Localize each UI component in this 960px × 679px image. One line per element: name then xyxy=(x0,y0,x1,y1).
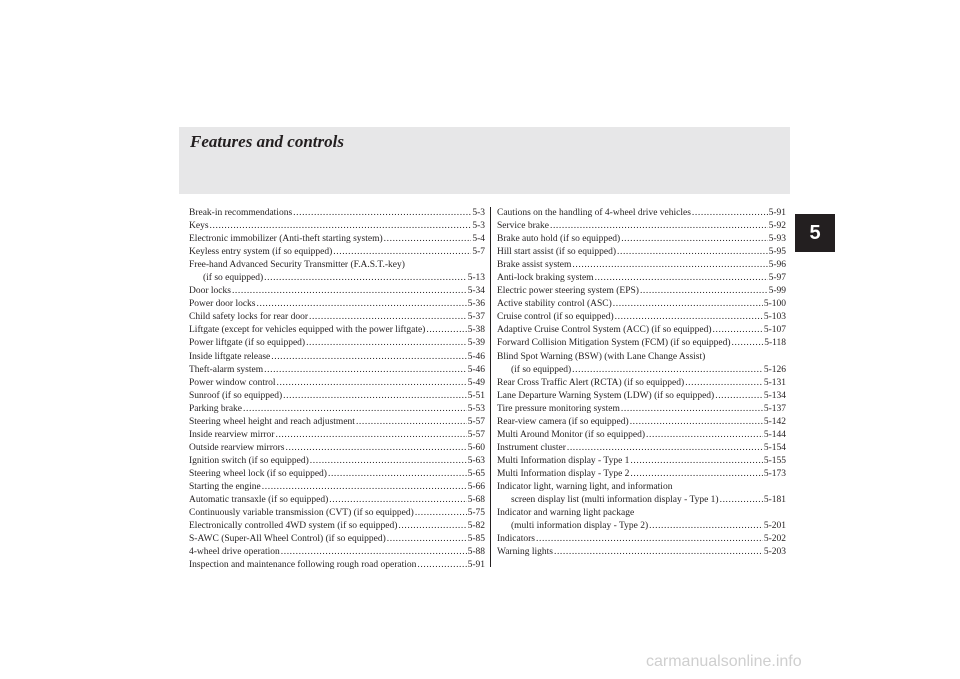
toc-entry-title: Liftgate (except for vehicles equipped with the power liftgate) xyxy=(189,325,426,336)
toc-entry-title: Cruise control (if so equipped) xyxy=(497,312,614,323)
toc-entry[interactable] xyxy=(497,390,786,403)
toc-entry-title: Multi Information display - Type 1 xyxy=(497,455,630,466)
toc-entry-title: Rear-view camera (if so equipped) xyxy=(497,416,629,427)
toc-entry-title: Cautions on the handling of 4-wheel drive vehicles xyxy=(497,208,691,218)
toc-entry-title: Electric power steering system (EPS) xyxy=(497,286,639,297)
dot-leader xyxy=(554,546,763,559)
dot-leader xyxy=(384,233,472,246)
dot-leader xyxy=(281,546,467,559)
toc-entry-continuation: (if so equipped) xyxy=(511,364,572,375)
toc-entry-title: Instrument cluster xyxy=(497,442,566,453)
toc-entry-title: Electronically controlled 4WD system (if so equipped) xyxy=(189,521,398,532)
toc-entry[interactable] xyxy=(189,403,485,416)
toc-page-number: 5-36 xyxy=(467,299,485,310)
toc-page-number: 5-82 xyxy=(467,521,485,532)
toc-entry-title: Inspection and maintenance following rough road operation xyxy=(189,560,417,571)
dot-leader xyxy=(286,442,467,455)
dot-leader xyxy=(356,416,467,429)
column-divider xyxy=(490,207,491,567)
toc-page-number: 5-134 xyxy=(763,390,786,401)
toc-page-number: 5-181 xyxy=(763,495,786,506)
dot-leader xyxy=(262,481,467,494)
toc-entry[interactable] xyxy=(497,246,786,259)
toc-page-number: 5-60 xyxy=(467,442,485,453)
toc-entry[interactable] xyxy=(497,494,786,507)
toc-entry-continuation: (multi information display - Type 2) xyxy=(511,521,649,532)
toc-page-number: 5-100 xyxy=(763,299,786,310)
dot-leader xyxy=(310,455,467,468)
dot-leader xyxy=(277,377,467,390)
toc-entry[interactable] xyxy=(189,416,485,429)
toc-entry[interactable] xyxy=(497,520,786,533)
toc-entry[interactable] xyxy=(189,351,485,364)
toc-entry[interactable] xyxy=(497,403,786,416)
toc-entry-title: Steering wheel height and reach adjustment xyxy=(189,416,355,427)
dot-leader xyxy=(329,494,466,507)
toc-entry[interactable] xyxy=(497,259,786,272)
toc-page-number: 5-92 xyxy=(768,221,786,232)
toc-entry-title: Parking brake xyxy=(189,403,243,414)
toc-page-number: 5-38 xyxy=(467,325,485,336)
toc-entry-title[interactable]: Indicator and warning light package xyxy=(497,508,635,519)
toc-page-number: 5-203 xyxy=(763,547,786,558)
toc-page-number: 5-46 xyxy=(467,351,485,362)
toc-page-number: 5-63 xyxy=(467,455,485,466)
dot-leader xyxy=(426,324,466,337)
toc-page-number: 5-93 xyxy=(768,234,786,245)
watermark: carmanualsonline.info xyxy=(646,653,802,670)
toc-entry-title: Outside rearview mirrors xyxy=(189,442,285,453)
dot-leader xyxy=(550,220,768,233)
toc-page-number: 5-155 xyxy=(763,455,786,466)
dot-leader xyxy=(640,285,768,298)
toc-entry[interactable] xyxy=(189,311,485,324)
toc-entry-title: Power window control xyxy=(189,377,276,388)
dot-leader xyxy=(617,246,768,259)
dot-leader xyxy=(732,337,764,350)
toc-entry[interactable] xyxy=(497,364,786,377)
toc-page-number: 5-142 xyxy=(763,416,786,427)
toc-page-number: 5-85 xyxy=(467,534,485,545)
toc-entry[interactable] xyxy=(497,416,786,429)
dot-leader xyxy=(232,285,467,298)
dot-leader xyxy=(615,311,763,324)
dot-leader xyxy=(333,246,471,259)
toc-page-number: 5-68 xyxy=(467,495,485,506)
toc-page-number: 5-37 xyxy=(467,312,485,323)
toc-entry[interactable] xyxy=(189,285,485,298)
toc-entry[interactable] xyxy=(189,559,485,572)
dot-leader xyxy=(293,207,471,220)
toc-entry[interactable] xyxy=(189,442,485,455)
toc-entry[interactable] xyxy=(497,442,786,455)
toc-entry[interactable] xyxy=(189,546,485,559)
toc-entry-title: Warning lights xyxy=(497,547,553,558)
toc-entry-title: Active stability control (ASC) xyxy=(497,299,612,310)
toc-entry[interactable] xyxy=(189,298,485,311)
dot-leader xyxy=(572,364,763,377)
toc-entry[interactable] xyxy=(497,311,786,324)
dot-leader xyxy=(715,390,763,403)
dot-leader xyxy=(243,403,467,416)
dot-leader xyxy=(646,429,763,442)
toc-entry[interactable] xyxy=(189,520,485,533)
toc-entry-title: Lane Departure Warning System (LDW) (if so equipped) xyxy=(497,390,715,401)
toc-entry[interactable] xyxy=(497,220,786,233)
toc-entry-title: Brake auto hold (if so equipped) xyxy=(497,234,621,245)
toc-entry[interactable] xyxy=(497,272,786,285)
toc-entry[interactable] xyxy=(497,468,786,481)
toc-entry-title[interactable]: Free-hand Advanced Security Transmitter (F.A.S.T.-key) xyxy=(189,260,405,271)
dot-leader xyxy=(692,207,768,220)
toc-page-number: 5-118 xyxy=(764,338,786,349)
toc-entry[interactable] xyxy=(189,455,485,468)
toc-entry-title: Ignition switch (if so equipped) xyxy=(189,455,309,466)
section-title: Features and controls xyxy=(190,132,344,151)
toc-entry[interactable] xyxy=(189,324,485,337)
dot-leader xyxy=(417,559,466,572)
toc-entry-title: Service brake xyxy=(497,221,549,232)
dot-leader xyxy=(271,351,466,364)
toc-page-number: 5-3 xyxy=(472,208,485,218)
toc-entry[interactable] xyxy=(497,298,786,311)
dot-leader xyxy=(309,311,467,324)
toc-entry[interactable] xyxy=(497,207,786,220)
dot-leader xyxy=(264,272,466,285)
toc-entry[interactable] xyxy=(189,233,485,246)
toc-page-number: 5-91 xyxy=(467,560,485,571)
toc-entry-title: Theft-alarm system xyxy=(189,364,264,375)
toc-entry[interactable] xyxy=(497,337,786,350)
toc-entry[interactable] xyxy=(189,390,485,403)
toc-page-number: 5-137 xyxy=(763,403,786,414)
toc-entry-title: Brake assist system xyxy=(497,260,572,271)
dot-leader xyxy=(595,272,768,285)
toc-right-column xyxy=(497,207,786,559)
dot-leader xyxy=(621,233,767,246)
dot-leader xyxy=(613,298,763,311)
dot-leader xyxy=(328,468,467,481)
toc-entry-title: Starting the engine xyxy=(189,481,261,492)
toc-page-number: 5-4 xyxy=(472,234,485,245)
toc-page-number: 5-7 xyxy=(472,247,485,258)
toc-entry-title: Steering wheel lock (if so equipped) xyxy=(189,468,327,479)
toc-page-number: 5-66 xyxy=(467,481,485,492)
toc-page-number: 5-103 xyxy=(763,312,786,323)
toc-page-number: 5-57 xyxy=(467,429,485,440)
toc-entry-title: Child safety locks for rear door xyxy=(189,312,308,323)
toc-entry-title: Door locks xyxy=(189,286,231,297)
toc-page-number: 5-75 xyxy=(467,508,485,519)
dot-leader xyxy=(387,533,467,546)
dot-leader xyxy=(630,468,762,481)
toc-entry-continuation: (if so equipped) xyxy=(203,273,264,284)
toc-entry[interactable] xyxy=(189,207,485,220)
toc-page-number: 5-95 xyxy=(768,247,786,258)
toc-page-number: 5-65 xyxy=(467,468,485,479)
toc-entry-title: Power door locks xyxy=(189,299,256,310)
dot-leader xyxy=(210,220,472,233)
toc-page-number: 5-173 xyxy=(763,468,786,479)
dot-leader xyxy=(536,533,763,546)
toc-entry-title: Keys xyxy=(189,221,209,232)
toc-entry[interactable] xyxy=(189,468,485,481)
toc-page-number: 5-154 xyxy=(763,442,786,453)
toc-entry[interactable] xyxy=(497,377,786,390)
toc-entry[interactable] xyxy=(189,481,485,494)
toc-entry[interactable] xyxy=(189,220,485,233)
toc-page-number: 5-57 xyxy=(467,416,485,427)
toc-entry[interactable] xyxy=(497,285,786,298)
chapter-tab[interactable]: 5 xyxy=(795,214,835,252)
dot-leader xyxy=(572,259,767,272)
toc-entry-title: Inside liftgate release xyxy=(189,351,271,362)
toc-entry-title: Multi Information display - Type 2 xyxy=(497,468,630,479)
dot-leader xyxy=(621,403,763,416)
toc-page-number: 5-97 xyxy=(768,273,786,284)
toc-entry[interactable] xyxy=(189,246,485,259)
toc-page-number: 5-107 xyxy=(763,325,786,336)
dot-leader xyxy=(306,337,467,350)
toc-entry[interactable] xyxy=(189,507,485,520)
toc-entry[interactable] xyxy=(497,455,786,468)
toc-page-number: 5-88 xyxy=(467,547,485,558)
toc-page-number: 5-99 xyxy=(768,286,786,297)
toc-page-number: 5-144 xyxy=(763,429,786,440)
toc-page-number: 5-53 xyxy=(467,403,485,414)
toc-entry[interactable] xyxy=(189,533,485,546)
toc-page-number: 5-51 xyxy=(467,390,485,401)
toc-page-number: 5-39 xyxy=(467,338,485,349)
toc-left-column xyxy=(189,207,485,572)
toc-entry[interactable] xyxy=(189,337,485,350)
toc-entry[interactable] xyxy=(189,364,485,377)
toc-entry-title: Keyless entry system (if so equipped) xyxy=(189,247,333,258)
toc-entry-title: Inside rearview mirror xyxy=(189,429,275,440)
toc-entry-title: Power liftgate (if so equipped) xyxy=(189,338,306,349)
toc-page-number: 5-3 xyxy=(472,221,485,232)
toc-entry-title: Rear Cross Traffic Alert (RCTA) (if so equipped) xyxy=(497,377,685,388)
toc-page-number: 5-91 xyxy=(768,208,786,218)
toc-page-number: 5-13 xyxy=(467,273,485,284)
toc-page-number: 5-34 xyxy=(467,286,485,297)
dot-leader xyxy=(283,390,466,403)
toc-page-number: 5-131 xyxy=(763,377,786,388)
toc-entry-title: Break-in recommendations xyxy=(189,208,293,218)
toc-entry[interactable] xyxy=(189,377,485,390)
toc-page-number: 5-126 xyxy=(763,364,786,375)
dot-leader xyxy=(567,442,763,455)
dot-leader xyxy=(264,364,466,377)
toc-entry-title: Automatic transaxle (if so equipped) xyxy=(189,495,329,506)
toc-entry[interactable] xyxy=(497,546,786,559)
toc-entry-title: Electronic immobilizer (Anti-theft starting system) xyxy=(189,234,383,245)
toc-entry-title: S-AWC (Super-All Wheel Control) (if so equipped) xyxy=(189,534,386,545)
toc-entry[interactable] xyxy=(497,233,786,246)
toc-entry[interactable] xyxy=(189,494,485,507)
dot-leader xyxy=(649,520,763,533)
toc-entry-title: Forward Collision Mitigation System (FCM) (if so equipped) xyxy=(497,338,731,349)
dot-leader xyxy=(630,416,763,429)
toc-entry-title[interactable]: Blind Spot Warning (BSW) (with Lane Change Assist) xyxy=(497,351,706,362)
toc-entry[interactable] xyxy=(189,272,485,285)
toc-entry[interactable] xyxy=(189,429,485,442)
toc-page-number: 5-201 xyxy=(763,521,786,532)
dot-leader xyxy=(257,298,467,311)
toc-entry-title: Sunroof (if so equipped) xyxy=(189,390,283,401)
toc-entry-title: Hill start assist (if so equipped) xyxy=(497,247,616,258)
toc-entry-title: 4-wheel drive operation xyxy=(189,547,280,558)
toc-entry[interactable] xyxy=(497,324,786,337)
toc-page-number: 5-202 xyxy=(763,534,786,545)
toc-entry[interactable] xyxy=(497,533,786,546)
toc-entry-title[interactable]: Indicator light, warning light, and information xyxy=(497,481,673,492)
dot-leader xyxy=(713,324,763,337)
dot-leader xyxy=(630,455,762,468)
toc-entry-title: Tire pressure monitoring system xyxy=(497,403,620,414)
dot-leader xyxy=(720,494,763,507)
toc-page-number: 5-96 xyxy=(768,260,786,271)
dot-leader xyxy=(685,377,763,390)
toc-entry[interactable] xyxy=(497,429,786,442)
toc-page-number: 5-46 xyxy=(467,364,485,375)
toc-entry-title: Continuously variable transmission (CVT) (if so equipped) xyxy=(189,508,414,519)
toc-entry-title: Anti-lock braking system xyxy=(497,273,594,284)
toc-entry-continuation: screen display list (multi information display - Type 1) xyxy=(511,495,719,506)
dot-leader xyxy=(415,507,467,520)
toc-entry-title: Indicators xyxy=(497,534,535,545)
dot-leader xyxy=(275,429,466,442)
toc-page-number: 5-49 xyxy=(467,377,485,388)
toc-entry-title: Adaptive Cruise Control System (ACC) (if so equipped) xyxy=(497,325,712,336)
toc-entry-title: Multi Around Monitor (if so equipped) xyxy=(497,429,646,440)
dot-leader xyxy=(398,520,466,533)
